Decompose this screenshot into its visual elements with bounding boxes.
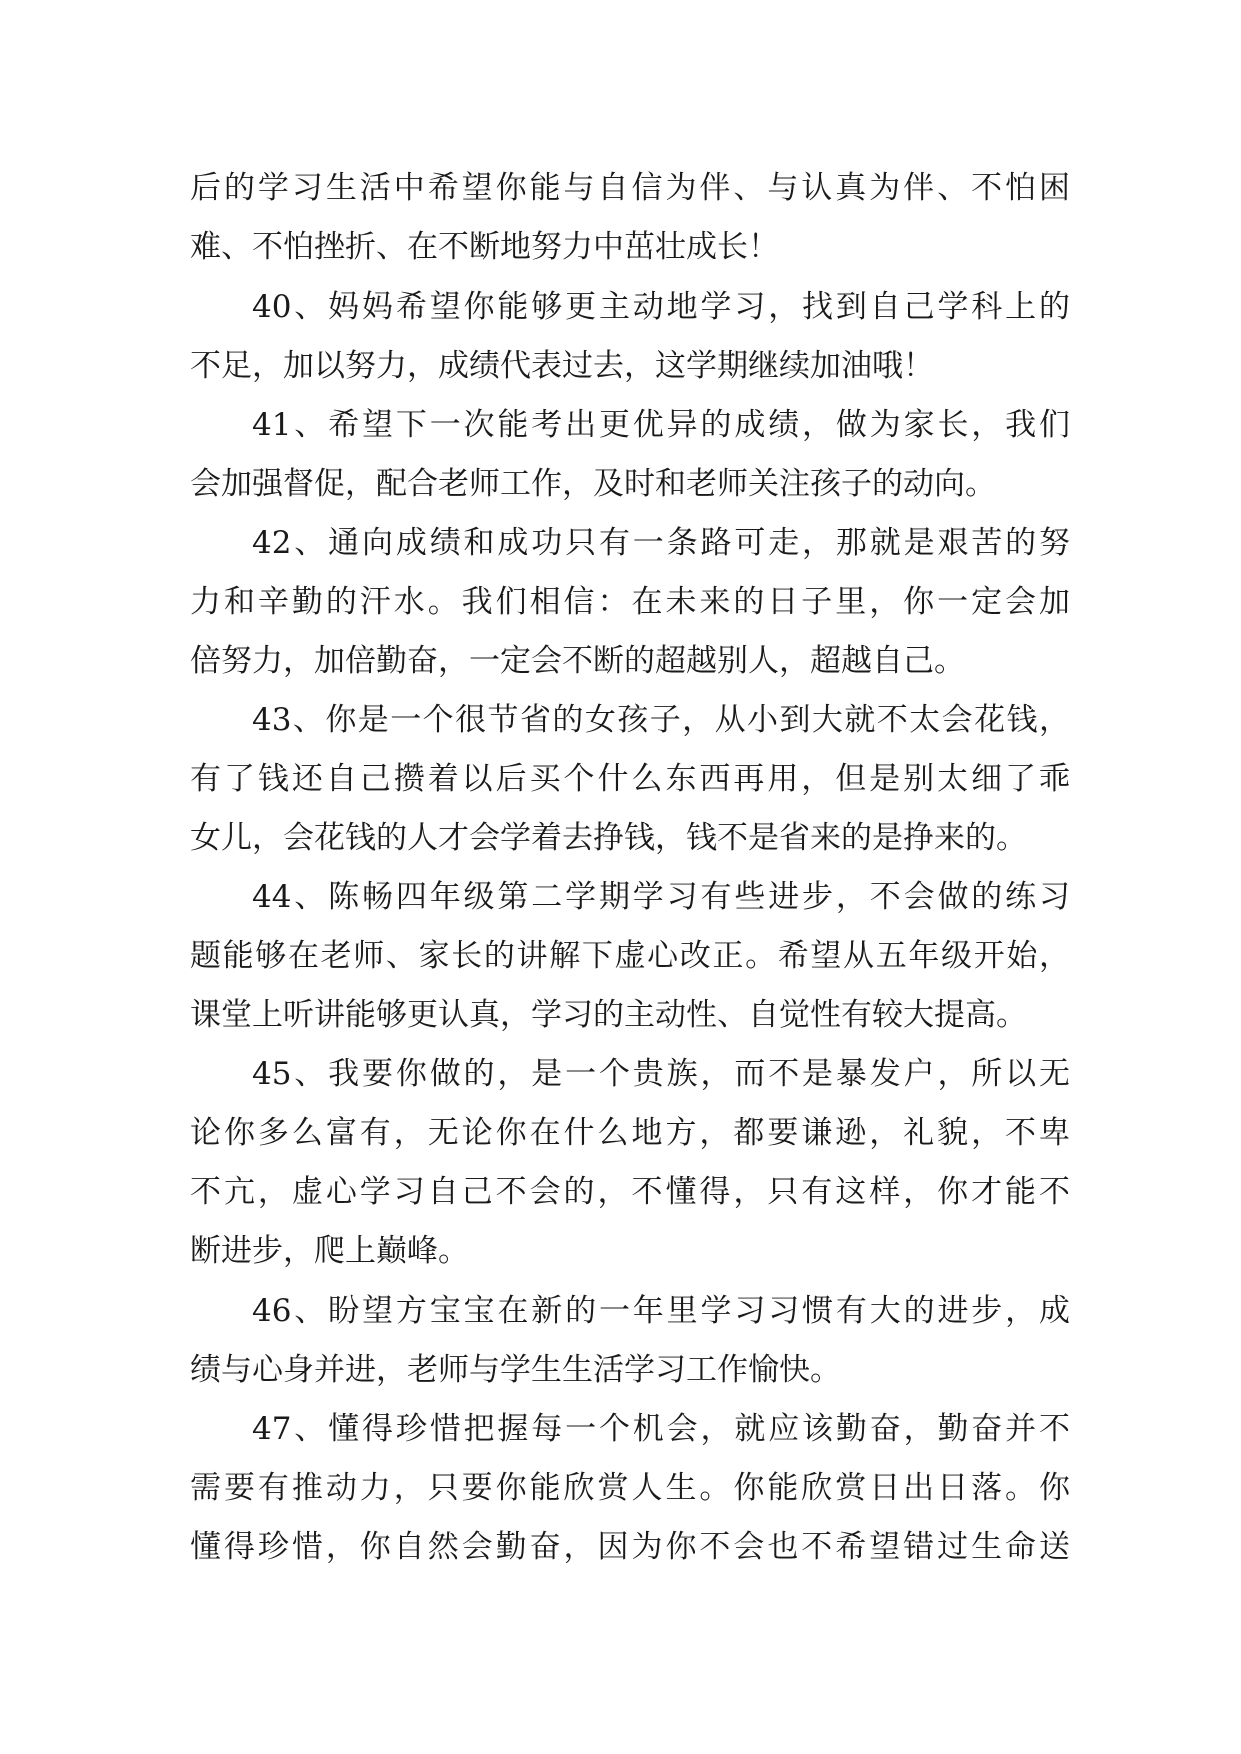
paragraph-47-start: 47、懂得珍惜把握每一个机会，就应该勤奋，勤奋并不 [252, 1411, 1070, 1447]
text-line: 懂得珍惜，你自然会勤奋，因为你不会也不希望错过生命送 [190, 1529, 1070, 1565]
text-line: 倍努力，加倍勤奋，一定会不断的超越别人，超越自己。 [190, 643, 965, 679]
text-line: 后的学习生活中希望你能与自信为伴、与认真为伴、不怕困 [190, 170, 1070, 206]
text-line: 需要有推动力，只要你能欣赏人生。你能欣赏日出日落。你 [190, 1470, 1070, 1506]
paragraph-42-start: 42、通向成绩和成功只有一条路可走，那就是艰苦的努 [252, 525, 1070, 561]
text-line: 女儿，会花钱的人才会学着去挣钱，钱不是省来的是挣来的。 [190, 820, 1027, 856]
text-line: 不亢，虚心学习自己不会的，不懂得，只有这样，你才能不 [190, 1174, 1070, 1210]
paragraph-40-start: 40、妈妈希望你能够更主动地学习，找到自己学科上的 [252, 289, 1070, 325]
text-line: 会加强督促，配合老师工作，及时和老师关注孩子的动向。 [190, 466, 996, 502]
text-line: 不足，加以努力，成绩代表过去，这学期继续加油哦！ [190, 348, 934, 384]
text-line: 力和辛勤的汗水。我们相信：在未来的日子里，你一定会加 [190, 584, 1070, 620]
text-line: 课堂上听讲能够更认真，学习的主动性、自觉性有较大提高。 [190, 997, 1027, 1033]
paragraph-46-start: 46、盼望方宝宝在新的一年里学习习惯有大的进步，成 [252, 1293, 1070, 1329]
paragraph-45-start: 45、我要你做的，是一个贵族，而不是暴发户，所以无 [252, 1056, 1070, 1092]
text-line: 论你多么富有，无论你在什么地方，都要谦逊，礼貌，不卑 [190, 1115, 1070, 1151]
text-line: 难、不怕挫折、在不断地努力中茁壮成长！ [190, 229, 779, 265]
text-line: 有了钱还自己攒着以后买个什么东西再用，但是别太细了乖 [190, 761, 1070, 797]
paragraph-44-start: 44、陈畅四年级第二学期学习有些进步，不会做的练习 [252, 879, 1070, 915]
text-line: 绩与心身并进，老师与学生生活学习工作愉快。 [190, 1352, 841, 1388]
paragraph-41-start: 41、希望下一次能考出更优异的成绩，做为家长，我们 [252, 407, 1070, 443]
text-line: 题能够在老师、家长的讲解下虚心改正。希望从五年级开始， [190, 938, 1070, 974]
paragraph-43-start: 43、你是一个很节省的女孩子，从小到大就不太会花钱， [252, 702, 1070, 738]
text-line: 断进步，爬上巅峰。 [190, 1233, 469, 1269]
